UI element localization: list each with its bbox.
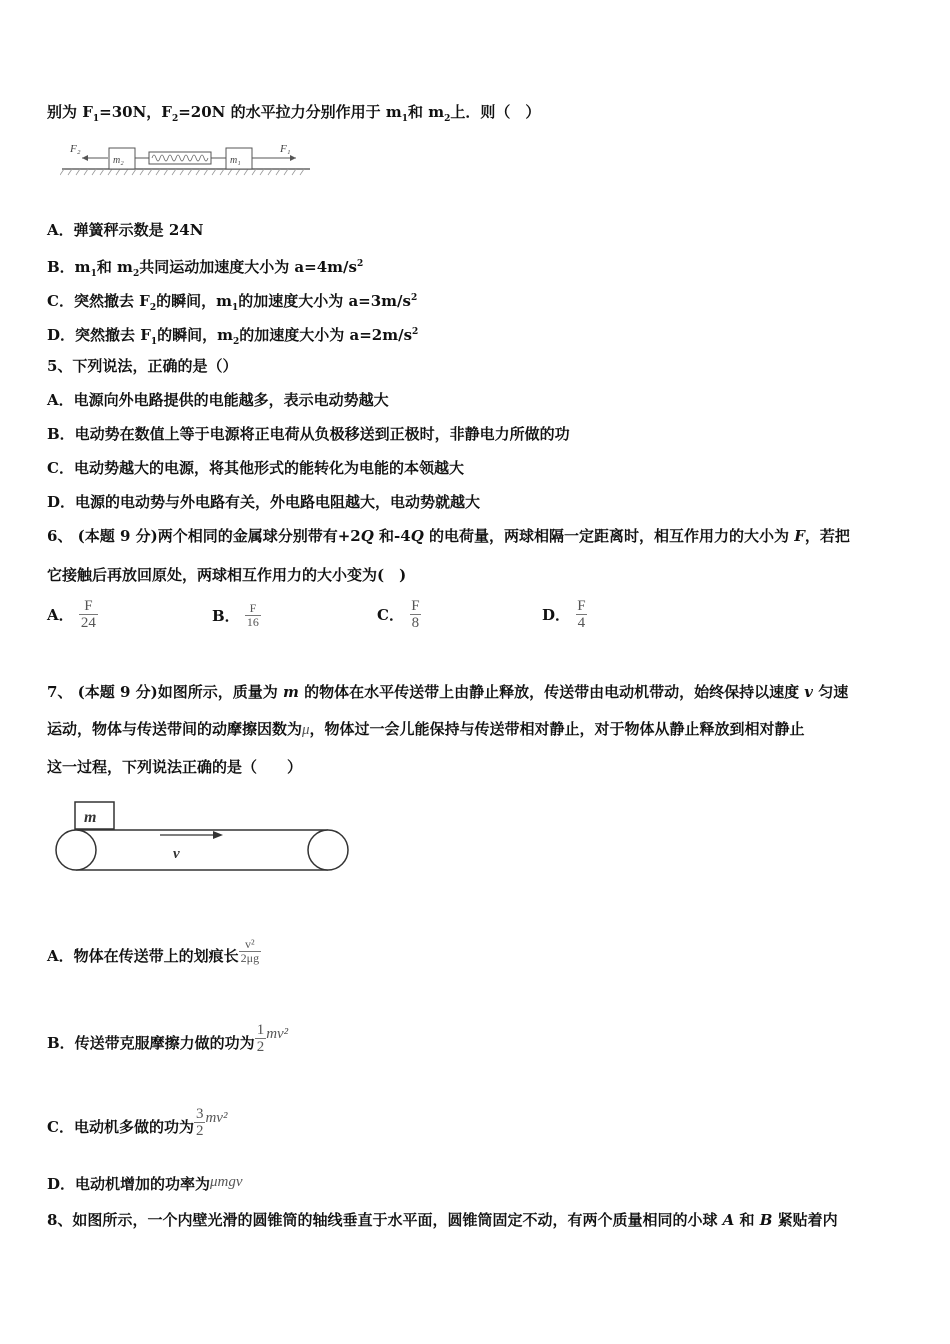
q7-stem-line3: 这一过程，下列说法正确的是（ ） bbox=[47, 758, 303, 776]
right-pulley bbox=[308, 830, 348, 870]
q7-option-b: B．传送带克服摩擦力做的功为 $\frac{1}{2}$ mv² bbox=[47, 1021, 289, 1055]
conveyor-belt-figure bbox=[52, 800, 352, 875]
q5-option-c: C．电动势越大的电源，将其他形式的能转化为电能的本领越大 bbox=[47, 459, 464, 477]
q7-option-c: C．电动机多做的功为 $\frac{3}{2}$ mv² bbox=[47, 1105, 228, 1139]
mass-block-label: m bbox=[84, 809, 97, 826]
q5-option-b: B．电动势在数值上等于电源将正电荷从负极移送到正极时，非静电力所做的功 bbox=[47, 425, 570, 443]
q6-choice-d: D． $\frac{F}{4}$ bbox=[542, 598, 586, 631]
q5-option-a: A．电源向外电路提供的电能越多，表示电动势越大 bbox=[47, 391, 389, 409]
q7-stem-line1: 7、 (本题 9 分)如图所示，质量为 m 的物体在水平传送带上由静止释放，传送带由电动机带动，始终保持以速度 v 匀速 bbox=[47, 683, 849, 701]
q7-option-d: D．电动机增加的功率为μmgv bbox=[47, 1174, 243, 1193]
q6-stem-line1: 6、 (本题 9 分)两个相同的金属球分别带有+2Q 和-4Q 的电荷量，两球相隔一定距离时，相互作用力的大小为 F，若把 bbox=[47, 527, 850, 545]
q5-option-d: D．电源的电动势与外电路有关，外电路电阻越大，电动势就越大 bbox=[47, 493, 481, 511]
q6-choice-c: C． $\frac{F}{8}$ bbox=[377, 598, 420, 631]
q7-stem-line2: 运动，物体与传送带间的动摩擦因数为μ，物体过一会儿能保持与传送带相对静止，对于物体从静止释放到相对静止 bbox=[47, 720, 805, 738]
f1-label: F₁ bbox=[280, 143, 291, 155]
left-pulley bbox=[56, 830, 96, 870]
q6-choice-a: A． $\frac{F}{24}$ bbox=[47, 598, 96, 631]
q4-option-d: D．突然撤去 $F_1$的瞬间，$m_2$的加速度大小为 $a=2m/s^2$ bbox=[47, 326, 419, 347]
spring-scale-figure bbox=[60, 138, 312, 180]
q6-choice-b: B． $\frac{F}{16}$ bbox=[212, 601, 259, 629]
velocity-arrow bbox=[213, 831, 223, 839]
m2-label: m₂ bbox=[113, 155, 124, 166]
velocity-label: v bbox=[173, 846, 180, 862]
q4-option-b: B．$m_1$和 $m_2$共同运动加速度大小为 $a=4m/s^2$ bbox=[47, 258, 364, 279]
q4-option-c: C．突然撤去 $F_2$的瞬间，$m_1$的加速度大小为 $a=3m/s^2$ bbox=[47, 292, 418, 313]
m1-label: m₁ bbox=[230, 155, 241, 166]
q7-option-a: A．物体在传送带上的划痕长 $\frac{\text{v²}}{2\mu g}$ bbox=[47, 936, 260, 965]
q4-stem: 别为 $F_1=30N$，$F_2=20N$ 的水平拉力分别作用于 $m_1$和 $m_2$上．则（ ） bbox=[47, 103, 541, 124]
q4-option-a: A．弹簧秤示数是 24N bbox=[47, 221, 204, 239]
q6-stem-line2: 它接触后再放回原处，两球相互作用力的大小变为( ) bbox=[47, 566, 407, 584]
q8-stem: 8、如图所示，一个内壁光滑的圆锥筒的轴线垂直于水平面，圆锥筒固定不动，有两个质量相同的小球 A 和 B 紧贴着内 bbox=[47, 1211, 838, 1229]
f2-label: F₂ bbox=[70, 143, 81, 155]
q5-stem: 5、下列说法，正确的是（） bbox=[47, 357, 238, 375]
